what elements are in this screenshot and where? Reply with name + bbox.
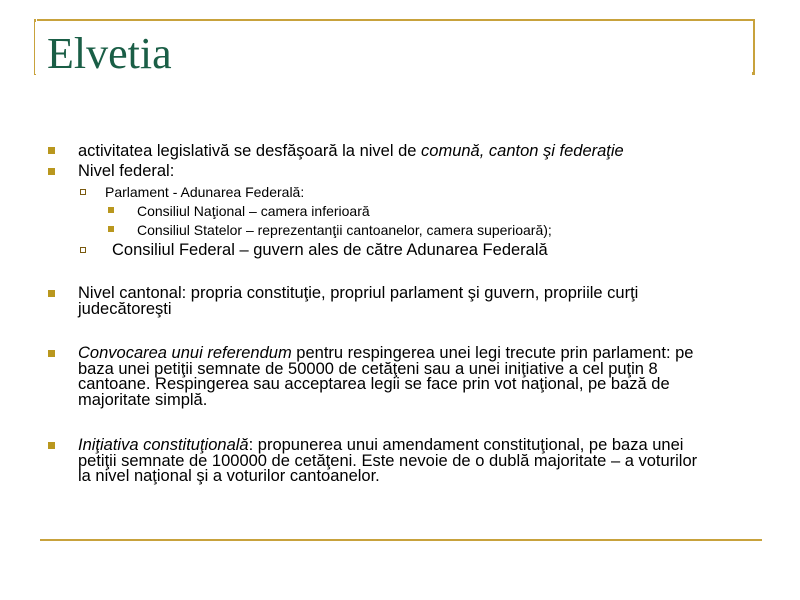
square-bullet-icon (48, 442, 55, 449)
square-bullet-icon (108, 207, 114, 213)
sub-sub-bullet-text: Consiliul Naţional – camera inferioară (137, 203, 370, 219)
bullet-text: Nivel cantonal: propria constituţie, propriul parlament şi guvern, propriile curţi judecătoreşti (78, 284, 639, 318)
bullet-text: Nivel federal: (78, 162, 175, 180)
bullet-text: Convocarea unui referendum pentru respingerea unei legi trecute prin parlament: pe baza unei petiţii semnate de 50000 de cetăţeni sau a unei iniţiative a cel puţin 8 cantoane. Respingerea sau acceptarea legii se face prin vot naţional, pe bază de majoritate simplă. (78, 344, 694, 409)
square-bullet-icon (108, 226, 114, 232)
corner-dot (752, 72, 755, 75)
square-bullet-icon (48, 350, 55, 357)
sub-bullet-text: Parlament - Adunarea Federală: (105, 184, 305, 200)
square-bullet-icon (48, 168, 55, 175)
bullet-text: Iniţiativa constituţională: propunerea unui amendament constituţional, pe baza unei petiţii semnate de 100000 de cetăţeni. Este nevoie de o dublă majoritate – a voturilor la nivel naţional şi a voturilor cantoanelor. (78, 436, 698, 485)
top-border-line (37, 19, 755, 21)
slide-title: Elvetia (47, 29, 172, 78)
sub-bullet-text: Consiliul Federal – guvern ales de către Adunarea Federală (112, 241, 548, 259)
sub-sub-bullet-text: Consiliul Statelor – reprezentanţii cantoanelor, camera superioară); (137, 222, 552, 238)
bullet-text: activitatea legislativă se desfăşoară la nivel de comună, canton şi federaţie (78, 142, 624, 160)
bottom-border-line (40, 539, 762, 541)
square-bullet-icon (48, 290, 55, 297)
hollow-square-bullet-icon (80, 189, 86, 195)
right-border-line (753, 19, 755, 75)
square-bullet-icon (48, 147, 55, 154)
hollow-square-bullet-icon (80, 247, 86, 253)
